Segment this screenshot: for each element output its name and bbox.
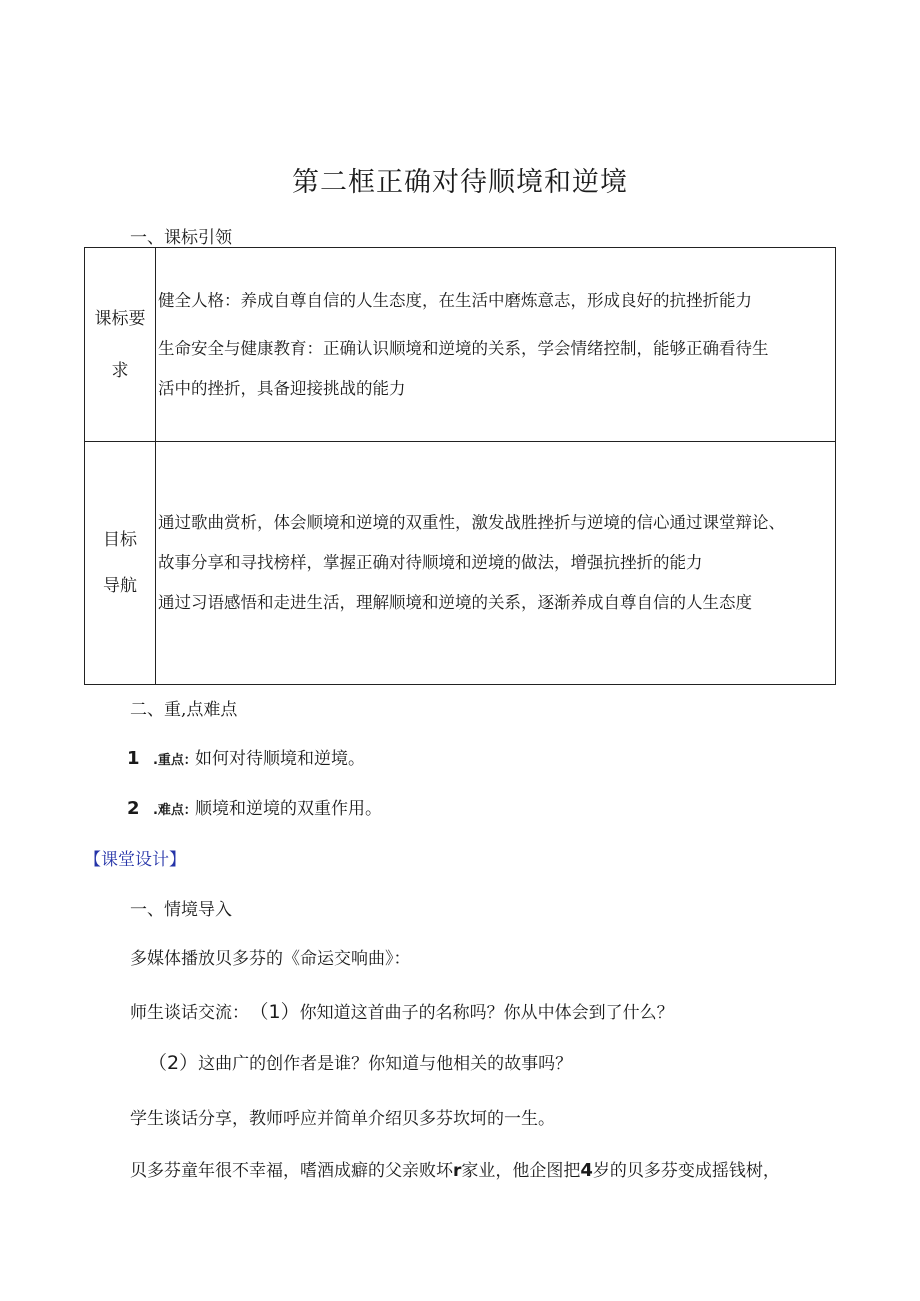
row-content	[156, 442, 836, 685]
row-content	[156, 248, 836, 442]
row-label	[85, 248, 156, 442]
section-heading-key-points: 二、重,点难点	[130, 700, 238, 720]
row-label	[85, 442, 156, 685]
row-label-line: 导航	[103, 576, 137, 596]
point-number: 1	[127, 748, 140, 769]
section-heading-curriculum: 一、课标引领	[130, 228, 232, 248]
content-line: 通过歌曲赏析，体会顺境和逆境的双重性，激发战胜挫折与逆境的信心通过课堂辩论、	[158, 513, 785, 532]
text-run: 家业，他企图把	[461, 1161, 581, 1181]
paragraph-dialogue	[130, 1000, 674, 1025]
table-row	[85, 442, 836, 685]
paragraph-multimedia: 多媒体播放贝多芬的《命运交响曲》：	[130, 949, 411, 969]
point-text: : 如何对待顺境和逆境。	[183, 749, 366, 769]
page-title: 第二框正确对待顺境和逆境	[292, 167, 628, 198]
content-line: 故事分享和寻找榜样，掌握正确对待顺境和逆境的做法，增强抗挫折的能力	[158, 553, 703, 572]
curriculum-table	[84, 247, 836, 685]
point-text: : 顺境和逆境的双重作用。	[183, 799, 383, 819]
text-run: r	[453, 1161, 462, 1181]
question-text: 这曲广的创作者是谁？你知道与他相关的故事吗？	[198, 1054, 573, 1074]
point-number: 2	[127, 798, 140, 819]
step-heading-introduction: 一、情境导入	[130, 900, 232, 920]
paragraph-student-sharing: 学生谈话分享，教师呼应并简单介绍贝多芬坎坷的一生。	[130, 1109, 555, 1129]
paragraph-beethoven-childhood	[130, 1159, 780, 1183]
dialogue-prefix: 师生谈话交流：	[130, 1003, 249, 1023]
row-label-line: 求	[111, 360, 129, 381]
content-line: 健全人格：养成自尊自信的人生态度，在生活中磨炼意志，形成良好的抗挫折能力	[158, 290, 752, 310]
row-label-line: 课标要	[94, 308, 146, 329]
point-tag: .重点	[152, 753, 184, 768]
paragraph-question-2	[148, 1051, 572, 1076]
classroom-design-heading: 【课堂设计】	[84, 850, 186, 870]
content-line: 活中的挫折，具备迎接挑战的能力	[158, 378, 406, 398]
text-run: 贝多芬童年很不幸福，嗜酒成癖的父亲败坏	[130, 1161, 453, 1181]
text-run: 岁的贝多芬变成摇钱树，	[592, 1161, 780, 1181]
row-label-line: 目标	[103, 530, 137, 550]
question-number: （2）	[148, 1052, 199, 1074]
content-line: 通过习语感悟和走进生活，理解顺境和逆境的关系，逐渐养成自尊自信的人生态度	[158, 593, 752, 612]
content-line: 生命安全与健康教育：正确认识顺境和逆境的关系，学会情绪控制，能够正确看待生	[158, 338, 769, 358]
point-tag: .难点	[152, 803, 184, 818]
difficult-point-item	[127, 797, 382, 823]
table-row	[85, 248, 836, 442]
text-run: 4	[580, 1160, 593, 1181]
key-point-item	[127, 747, 365, 773]
question-number: （1）	[259, 1001, 300, 1023]
question-text: 你知道这首曲子的名称吗？你从中体会到了什么？	[299, 1003, 674, 1023]
